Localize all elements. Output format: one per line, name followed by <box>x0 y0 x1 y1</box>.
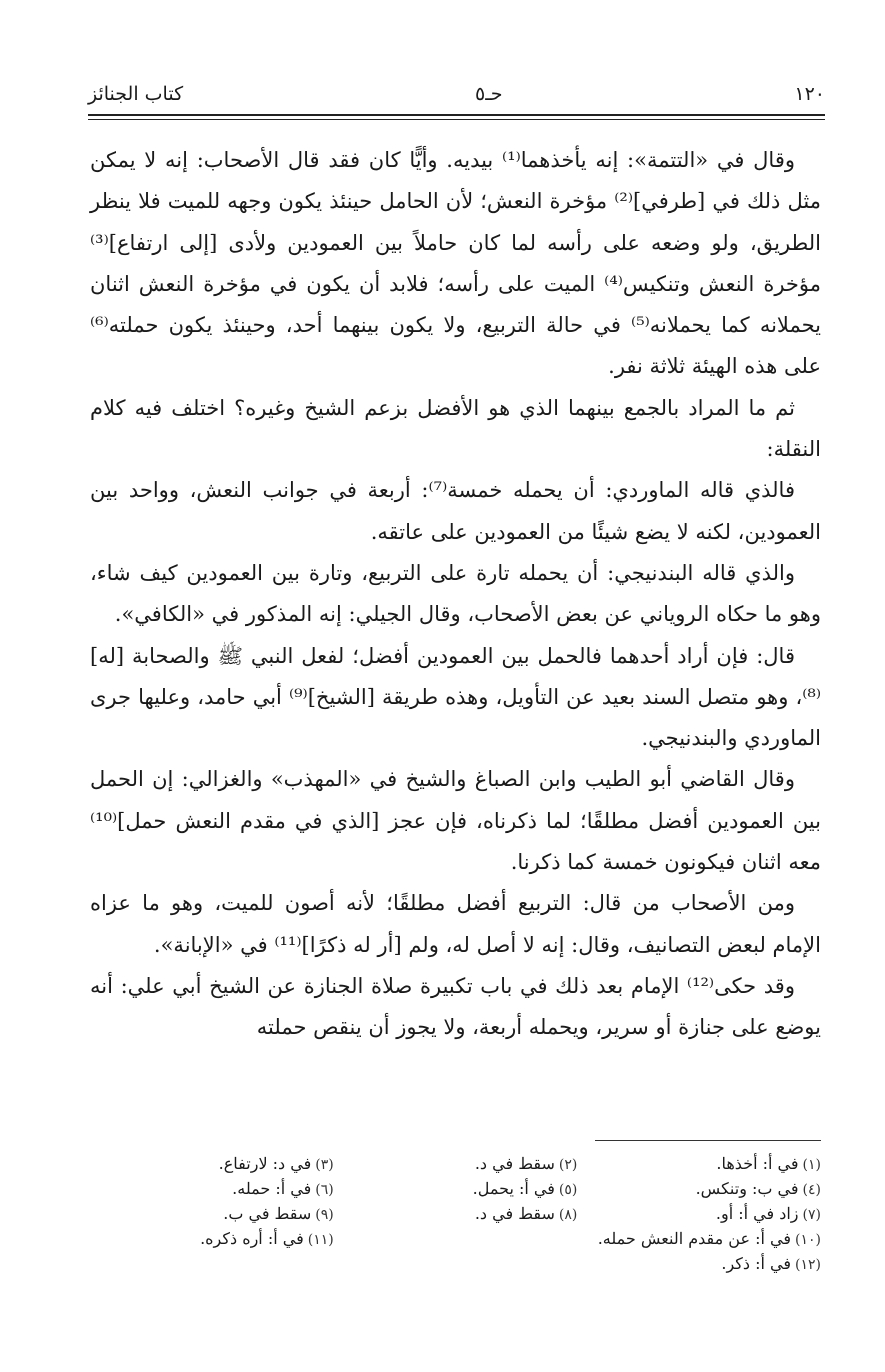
footnotes <box>90 1152 821 1277</box>
paragraph: قال: فإن أراد أحدهما فالحمل بين العمودين أفضل؛ لفعل النبي ﷺ والصحابة [له]⁽⁸⁾، وهو متصل السند بعيد عن التأويل، وهذه طريقة [الشيخ]⁽⁹⁾ أبي حامد، وعليها جرى الماوردي والبندنيجي. <box>90 643 822 751</box>
paragraph: ومن الأصحاب من قال: التربيع أفضل مطلقًا؛ لأنه أصون للميت، وهو ما عزاه الإمام لبعض التصانيف، وقال: إنه لا أصل له، ولم [أر له ذكرًا]⁽¹¹⁾ في «الإبانة». <box>90 891 821 957</box>
footnote-text: في أ: ذكر. <box>721 1254 792 1273</box>
footnote-text: في أ: أخذها. <box>716 1154 799 1173</box>
footnote <box>577 1177 821 1202</box>
footnote-number: (٣) <box>315 1157 334 1173</box>
footnote-row <box>90 1177 821 1202</box>
footnote-number: (٦) <box>315 1182 334 1198</box>
page-number: ١٢٠ <box>794 83 825 105</box>
footnote-number: (١٠) <box>795 1232 821 1248</box>
footnote-number: (١) <box>802 1157 821 1173</box>
footnote-text: في أ: يحمل. <box>472 1179 555 1198</box>
footnote-text: سقط في د. <box>474 1154 555 1173</box>
footnote <box>90 1177 334 1202</box>
footnote-text: زاد في أ: أو. <box>715 1204 799 1223</box>
footnote <box>334 1227 821 1252</box>
footnote <box>334 1152 578 1177</box>
footnote <box>577 1202 821 1227</box>
footnote-number: (١١) <box>307 1232 334 1248</box>
footnote-text: في أ: عن مقدم النعش حمله. <box>597 1229 792 1248</box>
paragraph: والذي قاله البندنيجي: أن يحمله تارة على التربيع، وتارة بين العمودين كيف شاء، وهو ما حكاه الروياني عن بعض الأصحاب، وقال الجيلي: إنه المذكور في «الكافي». <box>90 560 821 627</box>
footnote-separator <box>595 1140 821 1141</box>
running-header <box>88 76 825 112</box>
paragraph: فالذي قاله الماوردي: أن يحمله خمسة⁽⁷⁾: أربعة في جوانب النعش، وواحد بين العمودين، لكنه لا يضع شيئًا من العمودين على عاتقه. <box>90 478 821 544</box>
footnote <box>334 1202 578 1227</box>
volume-mark: حـ٥ <box>474 83 503 105</box>
paragraph: وقد حكى⁽¹²⁾ الإمام بعد ذلك في باب تكبيرة صلاة الجنازة عن الشيخ أبي علي: أنه يوضع على جنازة أو سرير، ويحمله أربعة، ولا يجوز أن ينقص حملته <box>90 973 821 1040</box>
footnote <box>90 1202 334 1227</box>
paragraph: ثم ما المراد بالجمع بينهما الذي هو الأفضل بزعم الشيخ وغيره؟ اختلف فيه كلام النقلة: <box>90 395 821 462</box>
footnote-number: (٧) <box>802 1207 821 1223</box>
footnote-number: (٤) <box>802 1182 821 1198</box>
footnote <box>90 1152 334 1177</box>
footnote-row <box>90 1152 821 1177</box>
footnote <box>90 1227 334 1252</box>
book-title: كتاب الجنائز <box>88 83 184 105</box>
footnote-number: (٩) <box>315 1207 334 1223</box>
footnote <box>577 1252 821 1277</box>
paragraph: وقال القاضي أبو الطيب وابن الصباغ والشيخ في «المهذب» والغزالي: إن الحمل بين العمودين أفضل مطلقًا؛ لما ذكرناه، فإن عجز [الذي في مقدم النعش حمل]⁽¹⁰⁾ معه اثنان فيكونون خمسة كما ذكرنا. <box>90 767 821 875</box>
footnote-text: في أ: أره ذكره. <box>200 1229 304 1248</box>
footnote <box>334 1177 578 1202</box>
footnote-text: سقط في ب. <box>223 1204 312 1223</box>
footnote-text: سقط في د. <box>474 1204 555 1223</box>
footnote-text: في د: لارتفاع. <box>218 1154 312 1173</box>
paragraph: وقال في «التتمة»: إنه يأخذهما⁽¹⁾ بيديه. وأيًّا كان فقد قال الأصحاب: إنه لا يمكن مثل ذلك في [طرفي]⁽²⁾ مؤخرة النعش؛ لأن الحامل حينئذ يكون وجهه للميت فلا ينظر الطريق، ولو وضعه على رأسه لما كان حاملاً بين العمودين ولأدى [إلى ارتفاع]⁽³⁾ مؤخرة النعش وتنكيس⁽⁴⁾ الميت على رأسه؛ فلابد أن يكون في مؤخرة النعش اثنان يحملانه كما يحملانه⁽⁵⁾ في حالة التربيع، ولا يكون بينهما أحد، وحينئذ يكون حملته⁽⁶⁾ على هذه الهيئة ثلاثة نفر. <box>90 148 821 379</box>
footnote-row <box>90 1202 821 1227</box>
footnote-text: في ب: وتنكس. <box>695 1179 799 1198</box>
footnote-number: (٥) <box>558 1182 578 1198</box>
footnote-number: (٨) <box>558 1207 578 1223</box>
footnote-row <box>90 1227 821 1252</box>
header-rule <box>88 114 825 116</box>
footnote <box>577 1152 821 1177</box>
footnote-text: في أ: حمله. <box>232 1179 312 1198</box>
main-text <box>90 140 821 1049</box>
header-rule-thin <box>88 119 825 120</box>
footnote-row <box>90 1252 821 1277</box>
footnote-number: (٢) <box>558 1157 578 1173</box>
footnote-number: (١٢) <box>795 1257 821 1273</box>
